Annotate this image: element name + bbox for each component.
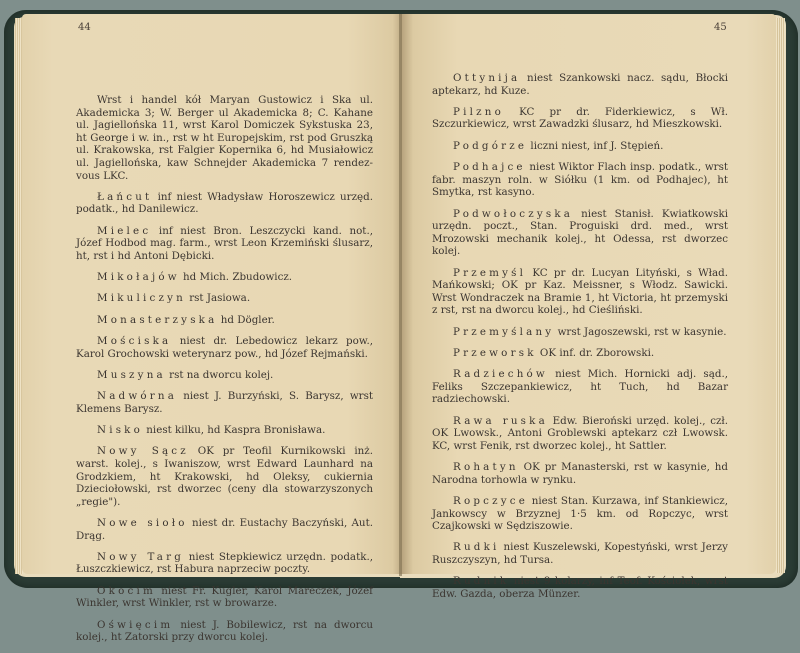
entry xyxy=(432,208,728,258)
entry xyxy=(432,541,728,566)
place-name: Podhajce xyxy=(453,161,526,174)
entry xyxy=(76,271,373,284)
entry xyxy=(432,461,728,486)
place-name: Przeworsk xyxy=(453,346,537,359)
entry xyxy=(76,424,373,437)
entry-text: niest dr. Eustachy Baczyński, Aut. Drąg. xyxy=(76,517,373,542)
entry xyxy=(76,191,373,216)
entry xyxy=(432,368,728,406)
entry xyxy=(432,140,728,153)
place-name: Nowy Targ xyxy=(97,550,185,563)
place-name: Monasterzyska xyxy=(97,313,218,326)
entry-text: niest dr. Lebedowicz lekarz pow., Karol Grochowski weterynarz pow., hd Józef Rejmański. xyxy=(76,335,373,360)
place-name: Mościska xyxy=(97,335,172,348)
entry-text: niest Stepkiewicz urzędn. podatk., Łuszczkiewicz, rst Habura naprzeciw poczty. xyxy=(76,550,373,576)
entry-text: KC pr dr. Lucyan Lityński, s Wład. Mańkowski; OK pr Kaz. Meissner, s Włodz. Sawicki. Wrst Wondraczek na Bramie 1, ht Victoria, ht przemyski z rst, rst na dworcu kolej., hd Cieśliński. xyxy=(432,266,728,317)
right-page-number: 45 xyxy=(714,22,727,33)
entry-text: hd Mich. Zbudowicz. xyxy=(179,271,293,284)
entry-text: niest J. Bobilewicz, rst na dworcu kolej., ht Zatorski przy dworcu kolej. xyxy=(76,618,373,644)
entry xyxy=(432,347,728,360)
place-name: Oświęcim xyxy=(97,618,174,631)
entry-text: niest Stanisł. Kwiatkowski urzędn. poczt., Stan. Proguiski drd. med., wrst Mrozowski mechanik kolej., ht Odessa, rst dworzec kolej. xyxy=(432,207,728,258)
entry xyxy=(432,575,728,600)
entry xyxy=(432,267,728,317)
entry xyxy=(76,314,373,327)
right-page-edges xyxy=(776,18,785,573)
place-name: Okocim xyxy=(97,584,156,597)
entry xyxy=(76,390,373,415)
place-name: Muszyna xyxy=(97,368,166,381)
right-page-text xyxy=(432,72,728,609)
place-name: Mikuliczyn xyxy=(97,292,186,305)
entry xyxy=(76,292,373,305)
entry-text: Wrst i handel kół Maryan Gustowicz i Ska ul. Akademicka 3; W. Berger ul Akademicka 8; C. Kahane ul. Jagiellońska 11, wrst Karol Domiczek Sykstuska 23, ht George i w. in., rst w ht Europejskim, rst pod Gruszką ul. Krakowska, rst Falgier Kopernika 6, hd Musiałowicz ul. Jagiellońska, kaw Schnejder Akademicka 7 rendez-vous LKC. xyxy=(76,94,373,182)
entry-text: niest Mich. Hornicki adj. sąd., Feliks Szczepankiewicz, ht Tuch, hd Bazar radziechowski. xyxy=(432,368,728,406)
entry-text: OK pr Teofil Kurnikowski inż. warst. kolej., s Iwaniszow, wrst Edward Launhard na Grodzkiem, ht Krakowski, hd Oleksy, cukiernia Dzieciołowski, rst dworzec (ceny dla stowarzyszonych „regie"). xyxy=(76,445,373,508)
entry-text: niest 9 kolarzy, inf Teof. Kościołek, wrst Edw. Gazda, oberza Münzer. xyxy=(432,575,728,600)
entry-text: KC pr dr. Fiderkiewicz, s Wł. Szczurkiewicz, wrst Zawadzki ślusarz, hd Mieszkowski. xyxy=(432,105,728,131)
place-name: Rudki xyxy=(453,541,500,554)
entry-text: inf niest Bron. Leszczycki kand. not., Józef Hodbod mag. farm., wrst Leon Krzemiński ślusarz, ht, rst i hd Antoni Dębicki. xyxy=(76,224,373,262)
place-name: Nowy Sącz xyxy=(97,445,189,458)
left-page-text xyxy=(76,94,373,653)
place-name: Nowe sioło xyxy=(97,517,188,529)
book-spine xyxy=(399,14,402,576)
entry-text: OK inf. dr. Zborowski. xyxy=(536,346,655,359)
place-name: Nisko xyxy=(97,424,144,437)
place-name: Rudnik xyxy=(453,575,510,588)
entry-text: liczni niest, inf J. Stępień. xyxy=(527,139,664,152)
left-page-number: 44 xyxy=(78,22,91,33)
entry-text: Edw. Bieroński urzęd. kolej., czł. OK Lwowsk., Antoni Groblewski aptekarz czł Lwowsk. KC, wrst Fenik, rst dworzec kolej., ht Sattler. xyxy=(432,414,728,452)
place-name: Mikołajów xyxy=(97,271,180,284)
entry xyxy=(432,415,728,453)
entry-text: niest Stan. Kurzawa, inf Stankiewicz, Jankowscy w Brzyznej 1·5 km. od Ropczyc, wrst Czajkowski w Sędziszowie. xyxy=(432,495,728,533)
entry-text: inf niest Władysław Horoszewicz urzęd. podatk., hd Danilewicz. xyxy=(76,190,373,216)
entry-text: niest Wiktor Flach insp. podatk., wrst fabr. maszyn roln. w Siółku (1 km. od Podhajec), ht Smytka, rst kasyno. xyxy=(432,161,728,199)
place-name: Przemyślany xyxy=(453,325,555,338)
entry xyxy=(76,619,373,644)
entry xyxy=(76,335,373,360)
entry xyxy=(432,106,728,131)
entry-text: wrst Jagoszewski, rst w kasynie. xyxy=(554,325,727,338)
place-name: Podgórze xyxy=(453,139,528,152)
entry-text: rst Jasiowa. xyxy=(185,292,251,305)
place-name: Mielec xyxy=(97,224,152,237)
place-name: Ottynija xyxy=(453,72,521,84)
entry xyxy=(76,94,373,182)
entry-text: hd Dögler. xyxy=(217,313,275,326)
place-name: Łańcut xyxy=(97,190,153,203)
place-name: Podwołoczyska xyxy=(453,207,574,220)
entry xyxy=(432,161,728,199)
entry-text: OK pr Manasterski, rst w kasynie, hd Narodna torhowla w rynku. xyxy=(432,461,728,486)
entry xyxy=(76,369,373,382)
place-name: Rawa ruska xyxy=(453,414,548,427)
entry xyxy=(76,445,373,508)
place-name: Nadwórna xyxy=(97,390,178,403)
entry-text: niest Szankowski nacz. sądu, Błocki aptekarz, hd Kuze. xyxy=(432,72,728,97)
entry-text: rst na dworcu kolej. xyxy=(165,368,274,381)
place-name: Ropczyce xyxy=(453,495,529,507)
place-name: Rohatyn xyxy=(453,461,519,474)
entry xyxy=(76,517,373,542)
entry xyxy=(432,72,728,97)
entry-text: niest Fr. Kugler, Karol Mareczek, Józef Winkler, wrst Winkler, rst w browarze. xyxy=(76,584,373,610)
entry-text: niest J. Burzyński, S. Barysz, wrst Klemens Barysz. xyxy=(76,390,373,415)
place-name: Pilzno xyxy=(453,105,504,118)
entry xyxy=(76,551,373,576)
place-name: Przemyśl xyxy=(453,266,527,279)
entry-text: niest kilku, hd Kaspra Bronisława. xyxy=(143,424,326,437)
entry xyxy=(76,585,373,610)
entry xyxy=(76,225,373,263)
place-name: Radziechów xyxy=(453,368,548,381)
entry-text: niest Kuszelewski, Kopestyński, wrst Jerzy Ruszczyszyn, hd Tursa. xyxy=(432,541,728,567)
entry xyxy=(432,495,728,533)
entry xyxy=(432,326,728,339)
